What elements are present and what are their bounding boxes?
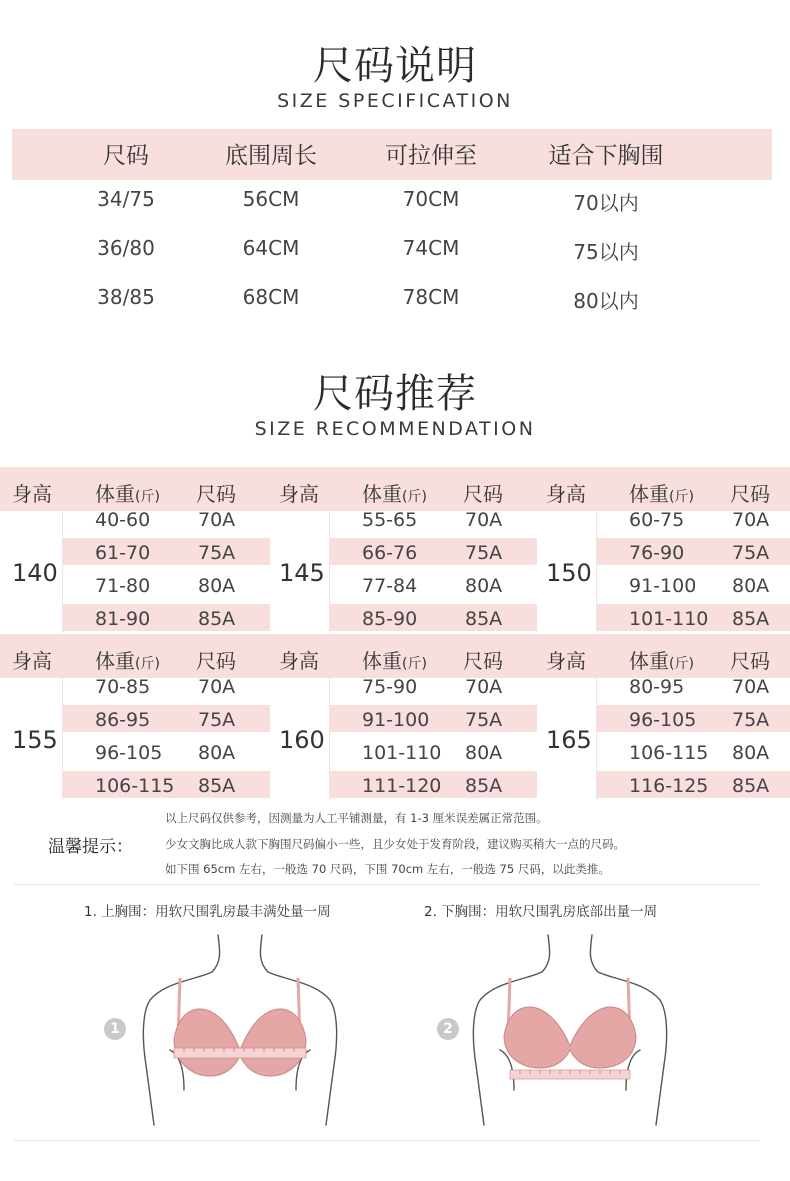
- upper-bust-illustration: [140, 930, 340, 1130]
- divider: [14, 884, 759, 885]
- header-size: 尺码: [196, 482, 236, 506]
- header-size: 尺码: [730, 649, 770, 673]
- step2-caption: 2. 下胸围：用软尺围乳房底部出量一周: [424, 904, 658, 920]
- column-divider: [62, 511, 63, 633]
- spec-cell: 64CM: [242, 236, 300, 260]
- header-height: 身高: [12, 649, 52, 673]
- row-highlight: [329, 538, 537, 565]
- tips-line: 少女文胸比成人款下胸围尺码偏小一些，且少女处于发育阶段，建议购买稍大一点的尺码。: [165, 837, 625, 851]
- size-value: 75A: [198, 709, 236, 731]
- height-value: 150: [546, 559, 592, 587]
- header-size: 尺码: [463, 482, 503, 506]
- under-bust-illustration: [470, 930, 670, 1130]
- divider: [14, 1140, 759, 1141]
- size-value: 75A: [198, 542, 236, 564]
- weight-value: 96-105: [629, 709, 697, 731]
- recommend-subtitle: SIZE RECOMMENDATION: [254, 418, 536, 440]
- header-height: 身高: [546, 482, 586, 506]
- header-weight: [95, 478, 160, 507]
- weight-value: 81-90: [95, 608, 151, 630]
- weight-value: 106-115: [629, 742, 709, 764]
- height-value: 145: [279, 559, 325, 587]
- weight-value: 55-65: [362, 509, 418, 531]
- spec-cell: 74CM: [402, 236, 460, 260]
- column-divider: [329, 511, 330, 633]
- size-value: 70A: [198, 676, 236, 698]
- weight-value: 80-95: [629, 676, 685, 698]
- header-weight-unit: (斤): [402, 656, 427, 672]
- spec-cell: 70以内: [573, 191, 639, 215]
- size-value: 85A: [465, 775, 503, 797]
- weight-value: 91-100: [629, 575, 697, 597]
- weight-value: 60-75: [629, 509, 685, 531]
- weight-value: 75-90: [362, 676, 418, 698]
- weight-value: 76-90: [629, 542, 685, 564]
- size-value: 80A: [465, 742, 503, 764]
- header-size: 尺码: [463, 649, 503, 673]
- size-value: 75A: [732, 709, 770, 731]
- tips-line: 如下围 65cm 左右，一般选 70 尺码，下围 70cm 左右，一般选 75 尺码，以此类推。: [165, 862, 610, 876]
- weight-value: 96-105: [95, 742, 163, 764]
- header-size: 尺码: [730, 482, 770, 506]
- header-weight: [629, 645, 694, 674]
- spec-cell: 36/80: [97, 236, 155, 260]
- header-size: 尺码: [196, 649, 236, 673]
- weight-value: 116-125: [629, 775, 709, 797]
- spec-cell: 78CM: [402, 285, 460, 309]
- column-divider: [62, 678, 63, 800]
- column-divider: [329, 678, 330, 800]
- height-value: 140: [12, 559, 58, 587]
- weight-value: 111-120: [362, 775, 442, 797]
- header-height: 身高: [12, 482, 52, 506]
- weight-value: 40-60: [95, 509, 151, 531]
- spec-header-cell: 适合下胸围: [548, 143, 664, 169]
- header-weight: [95, 645, 160, 674]
- row-highlight: [329, 604, 537, 631]
- step2-number-icon: 2: [437, 1018, 459, 1040]
- spec-header-cell: 尺码: [103, 143, 149, 169]
- header-height: 身高: [279, 482, 319, 506]
- step1-number-icon: 1: [104, 1018, 126, 1040]
- header-height: 身高: [279, 649, 319, 673]
- size-value: 70A: [465, 509, 503, 531]
- header-weight: [362, 645, 427, 674]
- size-value: 85A: [732, 608, 770, 630]
- spec-cell: 38/85: [97, 285, 155, 309]
- spec-header-cell: 底围周长: [225, 143, 317, 169]
- size-value: 80A: [732, 742, 770, 764]
- header-weight-label: 体重: [95, 482, 135, 506]
- weight-value: 66-76: [362, 542, 418, 564]
- row-highlight: [62, 705, 270, 732]
- header-weight-label: 体重: [362, 649, 402, 673]
- spec-cell: 75以内: [573, 240, 639, 264]
- size-value: 85A: [732, 775, 770, 797]
- height-value: 155: [12, 726, 58, 754]
- spec-title: 尺码说明: [313, 43, 477, 89]
- header-weight: [629, 478, 694, 507]
- spec-cell: 70CM: [402, 187, 460, 211]
- size-value: 80A: [465, 575, 503, 597]
- header-weight-unit: (斤): [669, 656, 694, 672]
- header-weight-label: 体重: [629, 649, 669, 673]
- weight-value: 61-70: [95, 542, 151, 564]
- column-divider: [596, 678, 597, 800]
- size-value: 70A: [732, 676, 770, 698]
- tips-label: 温馨提示：: [48, 837, 133, 857]
- weight-value: 86-95: [95, 709, 151, 731]
- height-value: 160: [279, 726, 325, 754]
- row-highlight: [62, 604, 270, 631]
- size-value: 70A: [732, 509, 770, 531]
- spec-cell: 68CM: [242, 285, 300, 309]
- tips-line: 以上尺码仅供参考，因测量为人工平铺测量，有 1-3 厘米误差属正常范围。: [165, 811, 548, 825]
- size-value: 80A: [198, 575, 236, 597]
- spec-cell: 34/75: [97, 187, 155, 211]
- header-height: 身高: [546, 649, 586, 673]
- weight-value: 101-110: [362, 742, 442, 764]
- header-weight-label: 体重: [95, 649, 135, 673]
- size-value: 80A: [732, 575, 770, 597]
- row-highlight: [329, 705, 537, 732]
- header-weight-label: 体重: [629, 482, 669, 506]
- spec-header-cell: 可拉伸至: [385, 143, 477, 169]
- header-weight-label: 体重: [362, 482, 402, 506]
- header-weight-unit: (斤): [135, 489, 160, 505]
- size-value: 75A: [732, 542, 770, 564]
- header-weight-unit: (斤): [669, 489, 694, 505]
- weight-value: 101-110: [629, 608, 709, 630]
- size-value: 85A: [198, 608, 236, 630]
- header-weight: [362, 478, 427, 507]
- step1-caption: 1. 上胸围：用软尺围乳房最丰满处量一周: [84, 904, 331, 920]
- spec-subtitle: SIZE SPECIFICATION: [277, 90, 513, 112]
- size-value: 75A: [465, 709, 503, 731]
- weight-value: 77-84: [362, 575, 418, 597]
- size-value: 85A: [465, 608, 503, 630]
- column-divider: [596, 511, 597, 633]
- header-weight-unit: (斤): [402, 489, 427, 505]
- header-weight-unit: (斤): [135, 656, 160, 672]
- size-value: 80A: [198, 742, 236, 764]
- recommend-title: 尺码推荐: [313, 371, 477, 417]
- size-value: 70A: [465, 676, 503, 698]
- height-value: 165: [546, 726, 592, 754]
- spec-cell: 56CM: [242, 187, 300, 211]
- weight-value: 91-100: [362, 709, 430, 731]
- weight-value: 106-115: [95, 775, 175, 797]
- row-highlight: [62, 538, 270, 565]
- weight-value: 71-80: [95, 575, 151, 597]
- weight-value: 70-85: [95, 676, 151, 698]
- size-value: 70A: [198, 509, 236, 531]
- size-value: 85A: [198, 775, 236, 797]
- size-value: 75A: [465, 542, 503, 564]
- weight-value: 85-90: [362, 608, 418, 630]
- spec-cell: 80以内: [573, 289, 639, 313]
